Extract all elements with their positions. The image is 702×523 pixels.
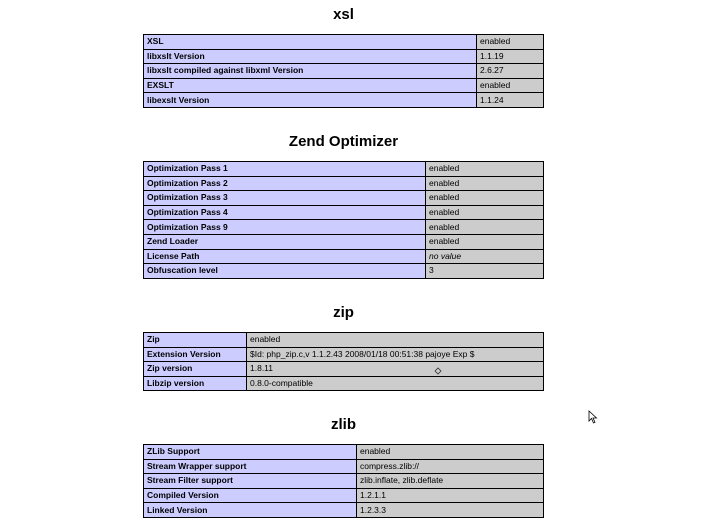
row-value: 1.8.11 — [247, 362, 544, 377]
row-label: EXSLT — [144, 78, 477, 93]
table-row — [144, 503, 544, 518]
row-value: 1.1.24 — [477, 93, 544, 108]
table-row — [144, 78, 544, 93]
xsl-table — [143, 34, 544, 108]
row-value: enabled — [426, 205, 544, 220]
table-row — [144, 376, 544, 391]
table-row — [144, 220, 544, 235]
row-value: enabled — [426, 191, 544, 206]
row-label: Zip — [144, 333, 247, 348]
table-row — [144, 205, 544, 220]
row-value: enabled — [426, 176, 544, 191]
row-label: Extension Version — [144, 347, 247, 362]
row-value: enabled — [477, 78, 544, 93]
table-row — [144, 362, 544, 377]
row-label: libxslt compiled against libxml Version — [144, 64, 477, 79]
row-label: Linked Version — [144, 503, 357, 518]
row-value: 2.6.27 — [477, 64, 544, 79]
row-value: enabled — [426, 162, 544, 177]
row-value: compress.zlib:// — [357, 459, 544, 474]
section-title-zend-optimizer: Zend Optimizer — [288, 133, 399, 150]
row-label: Zip version — [144, 362, 247, 377]
row-label: libexslt Version — [144, 93, 477, 108]
zip-table — [143, 332, 544, 391]
row-label: Optimization Pass 3 — [144, 191, 426, 206]
row-value: 3 — [426, 264, 544, 279]
text-cursor-icon — [434, 366, 442, 376]
table-row — [144, 176, 544, 191]
row-value: enabled — [357, 445, 544, 460]
row-label: libxslt Version — [144, 49, 477, 64]
table-row — [144, 347, 544, 362]
row-value: 0.8.0-compatible — [247, 376, 544, 391]
row-label: Optimization Pass 9 — [144, 220, 426, 235]
row-label: Stream Wrapper support — [144, 459, 357, 474]
table-row — [144, 264, 544, 279]
table-row — [144, 162, 544, 177]
row-label: Compiled Version — [144, 488, 357, 503]
zend-optimizer-table — [143, 161, 544, 279]
table-row — [144, 459, 544, 474]
table-row — [144, 488, 544, 503]
row-value: enabled — [247, 333, 544, 348]
row-label: Optimization Pass 2 — [144, 176, 426, 191]
row-value: enabled — [426, 220, 544, 235]
row-label: Obfuscation level — [144, 264, 426, 279]
no-value-text: no value — [429, 250, 462, 261]
table-row — [144, 93, 544, 108]
row-value: $Id: php_zip.c,v 1.1.2.43 2008/01/18 00:51:38 pajoye Exp $ — [247, 347, 544, 362]
table-row — [144, 249, 544, 264]
row-label: Optimization Pass 4 — [144, 205, 426, 220]
row-label: Stream Filter support — [144, 474, 357, 489]
mouse-pointer-icon — [588, 410, 598, 424]
row-value: enabled — [426, 234, 544, 249]
table-row — [144, 49, 544, 64]
row-label: Optimization Pass 1 — [144, 162, 426, 177]
table-row — [144, 474, 544, 489]
row-label: XSL — [144, 35, 477, 50]
zlib-table — [143, 444, 544, 518]
section-title-zip: zip — [333, 304, 354, 321]
row-value: 1.1.19 — [477, 49, 544, 64]
row-value: 1.2.3.3 — [357, 503, 544, 518]
table-row — [144, 234, 544, 249]
table-row — [144, 333, 544, 348]
row-label: Libzip version — [144, 376, 247, 391]
table-row — [144, 64, 544, 79]
section-title-zlib: zlib — [331, 416, 356, 433]
row-label: License Path — [144, 249, 426, 264]
row-value: 1.2.1.1 — [357, 488, 544, 503]
section-title-xsl: xsl — [333, 6, 354, 23]
row-label: ZLib Support — [144, 445, 357, 460]
row-value: enabled — [477, 35, 544, 50]
table-row — [144, 445, 544, 460]
row-label: Zend Loader — [144, 234, 426, 249]
row-value: zlib.inflate, zlib.deflate — [357, 474, 544, 489]
row-value — [426, 249, 544, 264]
table-row — [144, 35, 544, 50]
table-row — [144, 191, 544, 206]
